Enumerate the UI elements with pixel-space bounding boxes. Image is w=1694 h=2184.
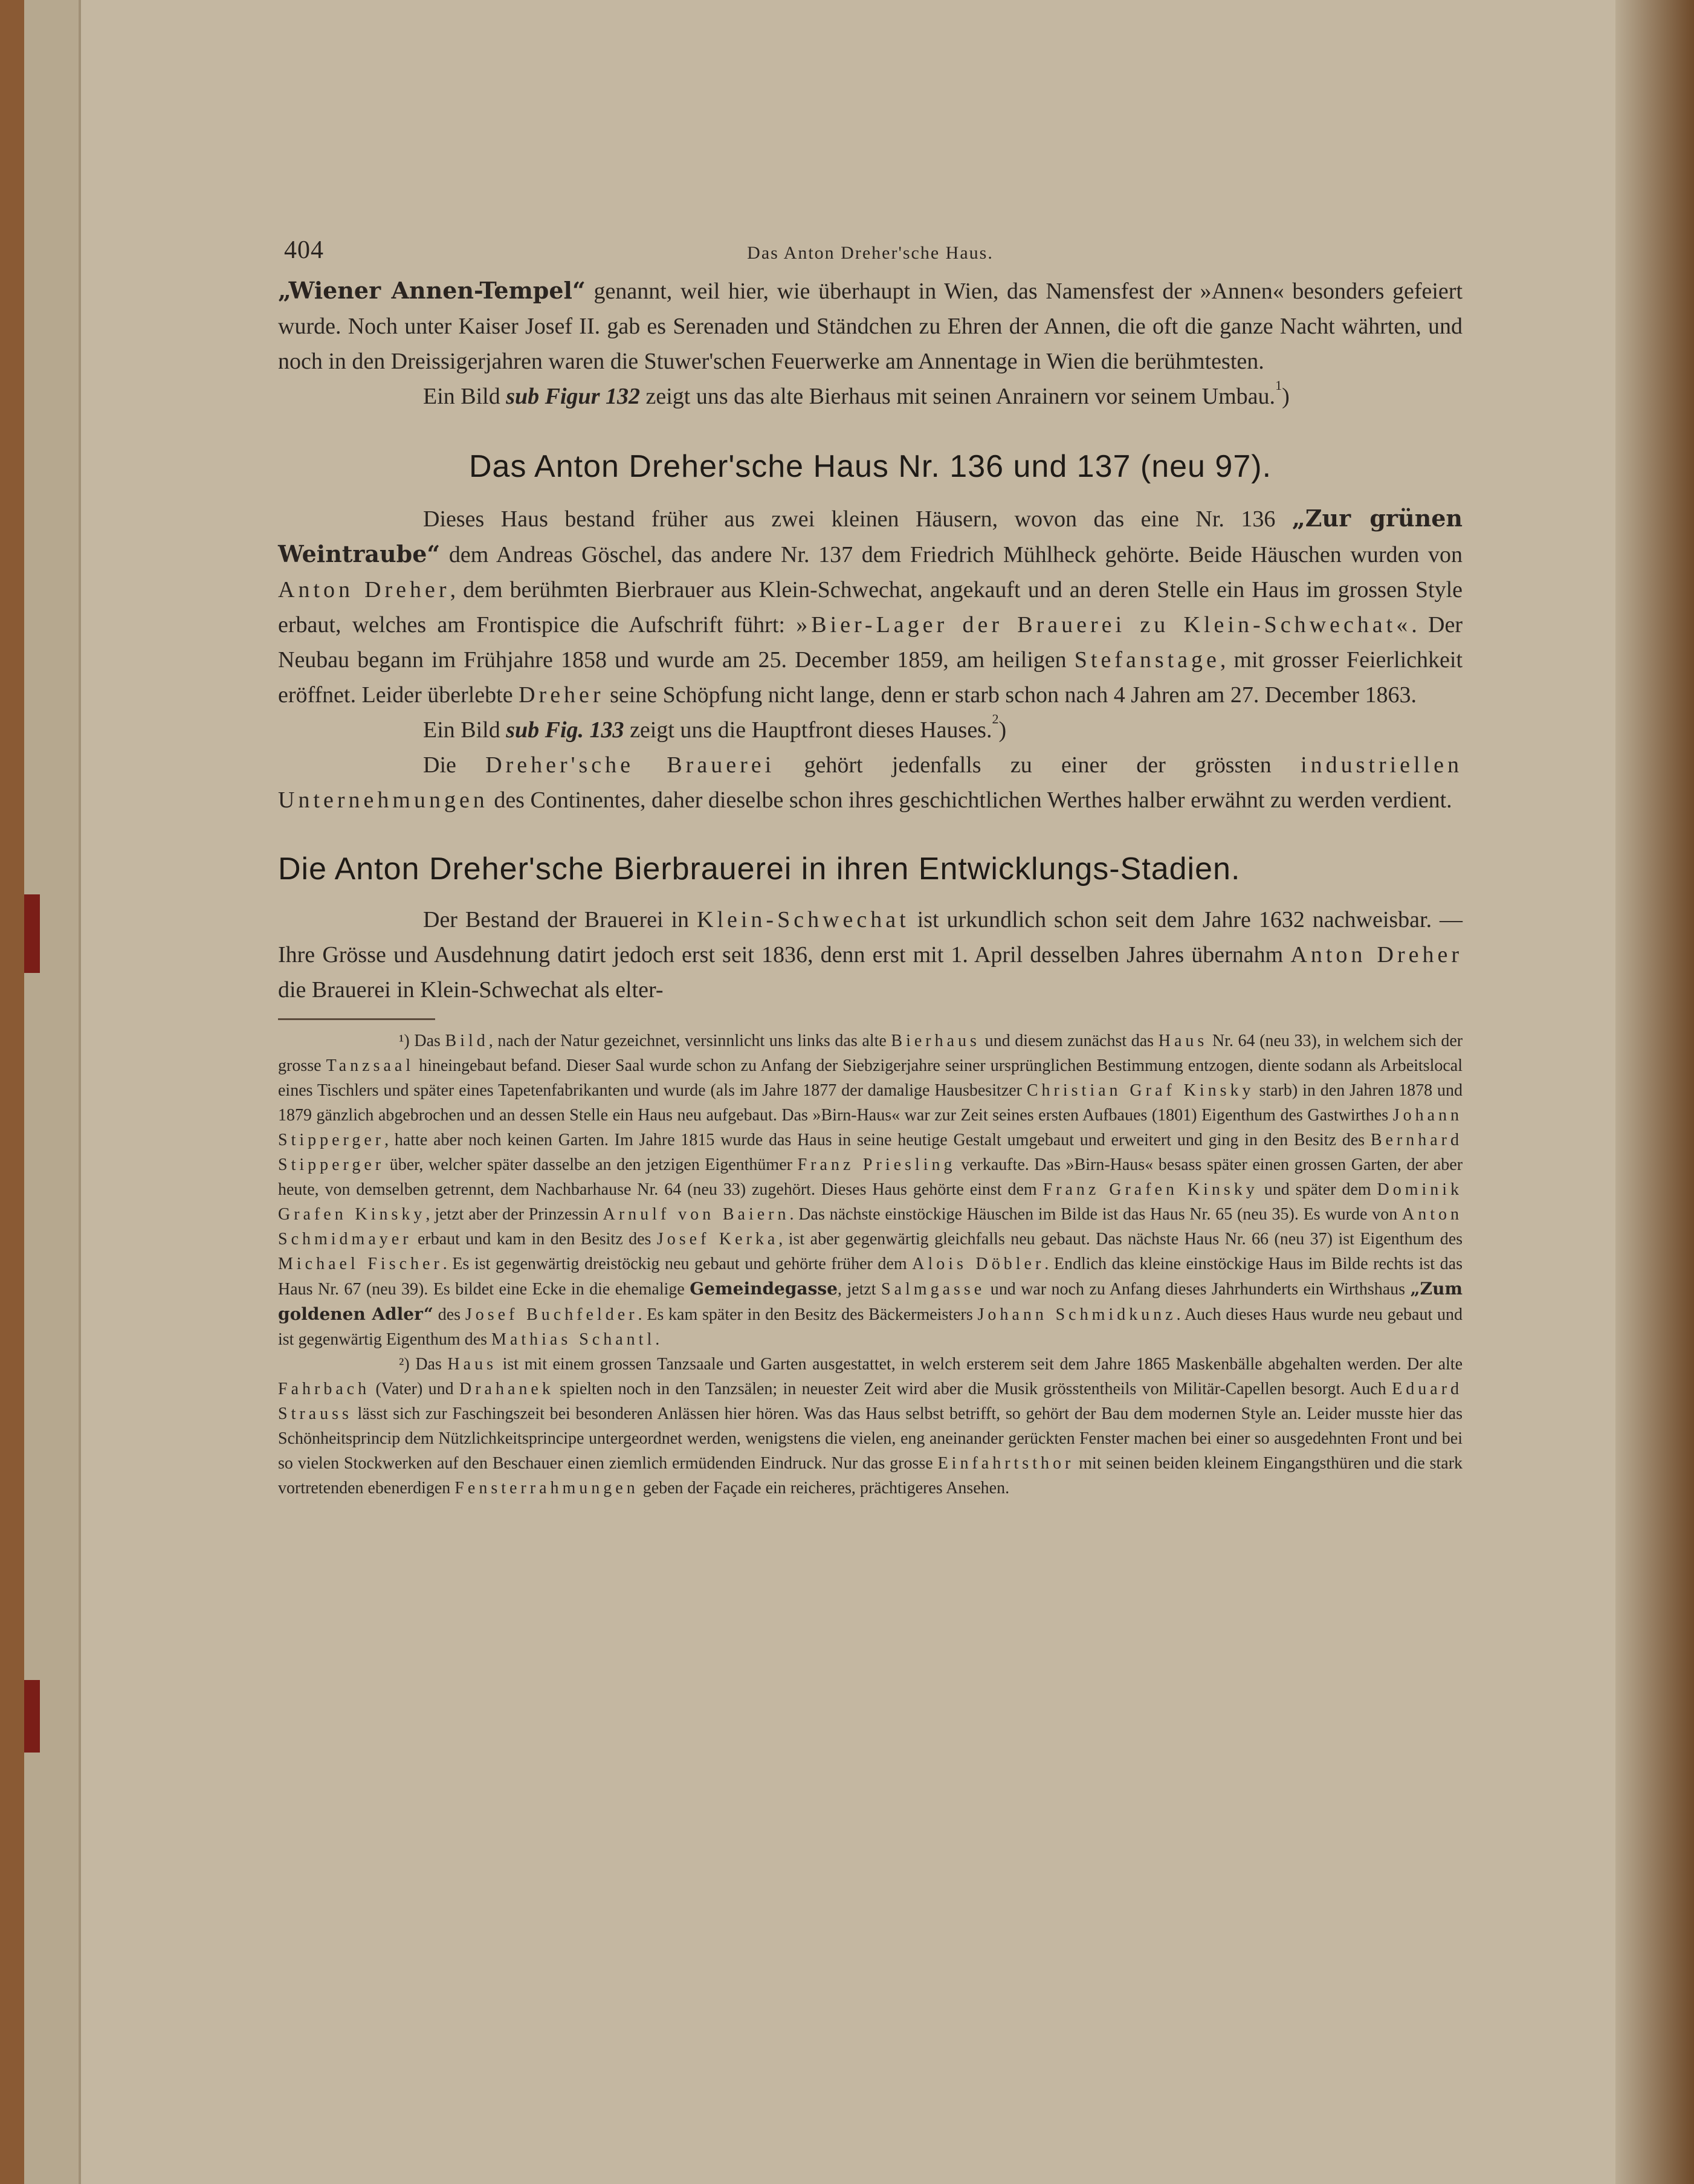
page-gutter — [24, 0, 81, 2184]
figure-reference-paragraph: Ein Bild sub Fig. 133 zeigt uns die Hauptfront dieses Hauses.$^2$) — [423, 711, 1007, 743]
footnote-1: ¹) Das Bild, nach der Natur gezeichnet, versinnlicht uns links das alte Bierhaus und diesem zunächst das Haus Nr. 64 (neu 33), in welchem sich der grosse Tanzsaal hineingebaut befand. Dieser Saal wurde schon zu Anfang der Siebzigerjahre seiner ursprünglichen Bestimmung entzogen, diente sodann als Arbeitslocal eines Tischlers und später eines Tapetenfabrikanten und wurde (als im Jahre 1877 der damalige Hausbesitzer Christian Graf Kinsky starb) in den Jahren 1878 und 1879 gänzlich abgebrochen und an dessen Stelle ein Haus neu aufgebaut. Das »Birn-Haus« war zur Zeit seines ersten Aufbaues (1801) Eigenthum des Gastwirthes Johann Stipperger, hatte aber noch keinen Garten. Im Jahre 1815 wurde das Haus in seine heutige Gestalt umgebaut und erweitert und ging in den Besitz des Bernhard Stipperger über, welcher später dasselbe an den jetzigen Eigenthümer Franz Priesling verkaufte. Das »Birn-Haus« besass später einen grossen Garten, der aber heute, von demselben getrennt, dem Nachbarhause Nr. 64 (neu 33) zugehört. Dieses Haus gehörte einst dem Franz Grafen Kinsky und später dem Dominik Grafen Kinsky, jetzt aber der Prinzessin Arnulf von Baiern. Das nächste einstöckige Häuschen im Bilde ist das Haus Nr. 65 (neu 35). Es wurde von Anton Schmidmayer erbaut und kam in den Besitz des Josef Kerka, ist aber gegenwärtig gleichfalls neu gebaut. Das nächste Haus Nr. 66 (neu 37) ist Eigenthum des Michael Fischer. Es ist gegenwärtig dreistöckig neu gebaut und gehörte früher dem Alois Döbler. Endlich das kleine einstöckige Haus im Bilde rechts ist das Haus Nr. 67 (neu 39). Es bildet eine Ecke in die ehemalige Gemeindegasse, jetzt Salmgasse und war noch zu Anfang dieses Jahrhunderts ein Wirthshaus „Zum goldenen Adler“ des Josef Buchfelder. Es kam später in den Besitz des Bäckermeisters Johann Schmidkunz. Auch dieses Haus wurde neu gebaut und ist gegenwärtig Eigenthum des Mathias Schantl. — [278, 1032, 1463, 1349]
book-page — [24, 0, 1694, 2184]
running-head — [278, 230, 1463, 273]
figure-reference-paragraph: Ein Bild sub Figur 132 zeigt uns das alte Bierhaus mit seinen Anrainern vor seinem Umbau.$^1$) — [423, 378, 1290, 409]
running-title: Das Anton Dreher'sche Haus. — [747, 243, 994, 263]
binding-tab — [24, 1680, 40, 1753]
footnote-marker: 1 — [1275, 378, 1282, 393]
page-number: 404 — [284, 236, 324, 264]
binding-tab — [24, 894, 40, 973]
footnote-2: ²) Das Haus ist mit einem grossen Tanzsaale und Garten ausgestattet, in welch ersterem seit dem Jahre 1865 Maskenbälle abgehalten werden. Der alte Fahrbach (Vater) und Drahanek spielten noch in den Tanzsälen; in neuester Zeit wird aber die Musik grösstentheils von Militär-Capellen besorgt. Auch Eduard Strauss lässt sich zur Faschingszeit bei besonderen Anlässen hier hören. Was das Haus selbst betrifft, so gehört der Bau dem modernen Style an. Leider musste hier das Schönheitsprincip dem Nützlichkeitsprincipe untergeordnet werden, wenigstens die vielen, eng aneinander gerückten Fenster machen bei einer so ausgedehnten Front und bei so vielen Stockwerken auf den Beschauer einen ziemlich ermüdenden Eindruck. Nur das grosse Einfahrtsthor mit seinen beiden kleinem Eingangsthüren und die stark vortretenden ebenerdigen Fensterrahmungen geben der Façade ein reicheres, prächtigeres Ansehen. — [278, 1355, 1463, 1497]
footnote-divider — [278, 1018, 435, 1020]
section-heading: Die Anton Dreher'sche Bierbrauerei in ihren Entwicklungs-Stadien. — [278, 851, 1241, 887]
footnote-marker: 2 — [992, 711, 999, 726]
section-paragraph: Der Bestand der Brauerei in Klein-Schwechat ist urkundlich schon seit dem Jahre 1632 nachweisbar. — Ihre Grösse und Ausdehnung datirt jedoch erst seit 1836, denn erst mit 1. April desselben Jahres übernahm Anton Dreher die Brauerei in Klein-Schwechat als elter- — [278, 907, 1463, 1003]
section-paragraph: Die Dreher'sche Brauerei gehört jedenfalls zu einer der grössten industriellen Unternehmungen des Continentes, daher dieselbe schon ihres geschichtlichen Werthes halber erwähnt zu werden verdient. — [278, 752, 1463, 813]
intro-paragraph: „Wiener Annen-Tempel“ genannt, weil hier, wie überhaupt in Wien, das Namensfest der »Annen« besonders gefeiert wurde. Noch unter Kaiser Josef II. gab es Serenaden und Ständchen zu Ehren der Annen, die oft die ganze Nacht währten, und noch in den Dreissigerjahren waren die Stuwer'schen Feuerwerke am Annentage in Wien die berühmtesten. — [278, 277, 1463, 374]
page-content — [278, 230, 1463, 1501]
section-heading: Das Anton Dreher'sche Haus Nr. 136 und 137 (neu 97). — [468, 449, 1272, 484]
page-edge-shadow — [1615, 0, 1694, 2184]
section-paragraph: Dieses Haus bestand früher aus zwei kleinen Häusern, wovon das eine Nr. 136 „Zur grünen Weintraube“ dem Andreas Göschel, das andere Nr. 137 dem Friedrich Mühlheck gehörte. Beide Häuschen wurden von Anton Dreher, dem berühmten Bierbrauer aus Klein-Schwechat, angekauft und an deren Stelle ein Haus im grossen Style erbaut, welches am Frontispice die Aufschrift führt: »Bier-Lager der Brauerei zu Klein-Schwechat«. Der Neubau begann im Frühjahre 1858 und wurde am 25. December 1859, am heiligen Stefanstage, mit grosser Feierlichkeit eröffnet. Leider überlebte Dreher seine Schöpfung nicht lange, denn er starb schon nach 4 Jahren am 27. December 1863. — [278, 505, 1463, 708]
